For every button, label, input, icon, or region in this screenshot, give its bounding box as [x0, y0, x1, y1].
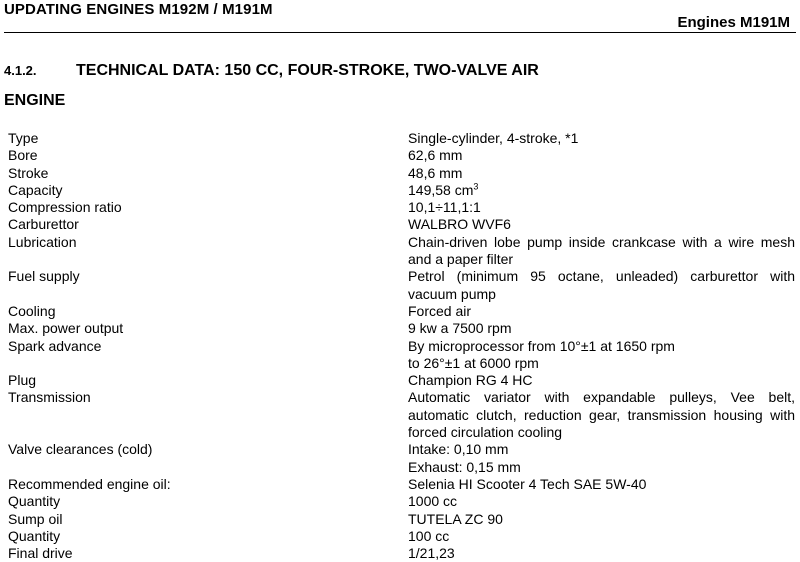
spec-value: [408, 303, 795, 320]
document-title: UPDATING ENGINES M192M / M191M: [4, 1, 273, 18]
spec-value: [408, 389, 795, 441]
spec-row: [8, 355, 795, 372]
header-divider: [4, 32, 796, 33]
spec-row: [8, 234, 795, 269]
spec-row: [8, 320, 795, 337]
spec-value-text: TUTELA ZC 90: [408, 510, 503, 527]
spec-label: [8, 355, 408, 372]
spec-value: [408, 511, 795, 528]
section-number: 4.1.2.: [4, 63, 37, 78]
spec-label: Capacity: [8, 181, 63, 198]
spec-label: Fuel supply: [8, 268, 80, 285]
spec-value-text: 48,6 mm: [408, 164, 463, 181]
spec-label: Compression ratio: [8, 199, 122, 216]
spec-label: Quantity: [8, 493, 61, 510]
spec-table: [8, 130, 795, 562]
spec-value-text: 9 kw a 7500 rpm: [408, 320, 512, 337]
spec-value-text: Petrol (minimum 95 octane, unleaded) carburettor with vacuum pump: [408, 268, 795, 302]
spec-value-text: 1/21,23: [408, 545, 455, 562]
spec-value-text: Forced air: [408, 302, 472, 319]
spec-value-superscript: 3: [473, 181, 479, 192]
spec-row: [8, 165, 795, 182]
spec-value-text: Intake: 0,10 mm: [408, 441, 509, 458]
spec-label: Type: [8, 130, 39, 146]
spec-value: [408, 528, 795, 545]
spec-label: Spark advance: [8, 337, 102, 354]
spec-value: [408, 493, 795, 510]
spec-value: [408, 476, 795, 493]
spec-row: [8, 476, 795, 493]
spec-label: Quantity: [8, 527, 61, 544]
spec-row: [8, 511, 795, 528]
spec-row: [8, 147, 795, 164]
spec-row: [8, 372, 795, 389]
spec-value: [408, 130, 795, 147]
spec-value-text: Single-cylinder, 4-stroke, *1: [408, 130, 579, 146]
spec-value: [408, 320, 795, 337]
spec-label: [8, 459, 408, 476]
spec-row: [8, 459, 795, 476]
spec-row: [8, 303, 795, 320]
spec-label: Plug: [8, 372, 37, 389]
spec-value-text: 149,58 cm: [408, 181, 474, 198]
engine-model-label: Engines M191M: [677, 14, 790, 31]
spec-value: [408, 147, 795, 164]
spec-value-text: Champion RG 4 HC: [408, 372, 533, 389]
spec-value: [408, 216, 795, 233]
spec-label: Valve clearances (cold): [8, 441, 153, 458]
spec-label: Sump oil: [8, 510, 63, 527]
spec-value-text: 62,6 mm: [408, 147, 463, 164]
engine-subheading: ENGINE: [4, 92, 66, 109]
spec-value: [408, 355, 795, 372]
spec-value-text: Selenia HI Scooter 4 Tech SAE 5W-40: [408, 475, 647, 492]
spec-row: [8, 216, 795, 233]
spec-value-text: 100 cc: [408, 527, 450, 544]
spec-label: Transmission: [8, 389, 91, 406]
spec-label: Final drive: [8, 545, 73, 562]
spec-value: [408, 372, 795, 389]
spec-label: Carburettor: [8, 216, 79, 233]
spec-value-text: to 26°±1 at 6000 rpm: [408, 354, 539, 371]
spec-row: [8, 338, 795, 355]
spec-value-text: 10,1÷11,1:1: [408, 199, 481, 216]
spec-value-text: WALBRO WVF6: [408, 216, 511, 233]
spec-value: [408, 459, 795, 476]
spec-value: [408, 338, 795, 355]
spec-value-text: 1000 cc: [408, 493, 458, 510]
spec-row: [8, 493, 795, 510]
spec-value-text: Automatic variator with expandable pulleys, Vee belt, automatic clutch, reduction gear, transmission housing with forced circulation cooling: [408, 389, 795, 441]
spec-row: [8, 528, 795, 545]
spec-value: [408, 234, 795, 269]
spec-value-text: By microprocessor from 10°±1 at 1650 rpm: [408, 337, 675, 354]
spec-label: Max. power output: [8, 320, 124, 337]
section-heading: [4, 62, 539, 80]
spec-row: [8, 545, 795, 562]
spec-value: [408, 165, 795, 182]
spec-value: [408, 199, 795, 216]
section-title: TECHNICAL DATA: 150 CC, FOUR-STROKE, TWO-VALVE AIR: [76, 62, 539, 79]
spec-value-text: Exhaust: 0,15 mm: [408, 458, 521, 475]
spec-row: [8, 441, 795, 458]
spec-label: Bore: [8, 147, 38, 164]
spec-label: Recommended engine oil:: [8, 475, 171, 492]
spec-value-text: Chain-driven lobe pump inside crankcase with a wire mesh and a paper filter: [408, 233, 795, 268]
spec-row: [8, 130, 795, 147]
spec-row: [8, 389, 795, 441]
spec-value: [408, 268, 795, 303]
spec-row: [8, 268, 795, 303]
spec-label: Cooling: [8, 302, 56, 319]
spec-label: Lubrication: [8, 233, 77, 250]
spec-row: [8, 182, 795, 199]
spec-row: [8, 199, 795, 216]
spec-label: Stroke: [8, 164, 49, 181]
spec-value: [408, 441, 795, 458]
spec-value: [408, 182, 795, 199]
spec-value: [408, 545, 795, 562]
